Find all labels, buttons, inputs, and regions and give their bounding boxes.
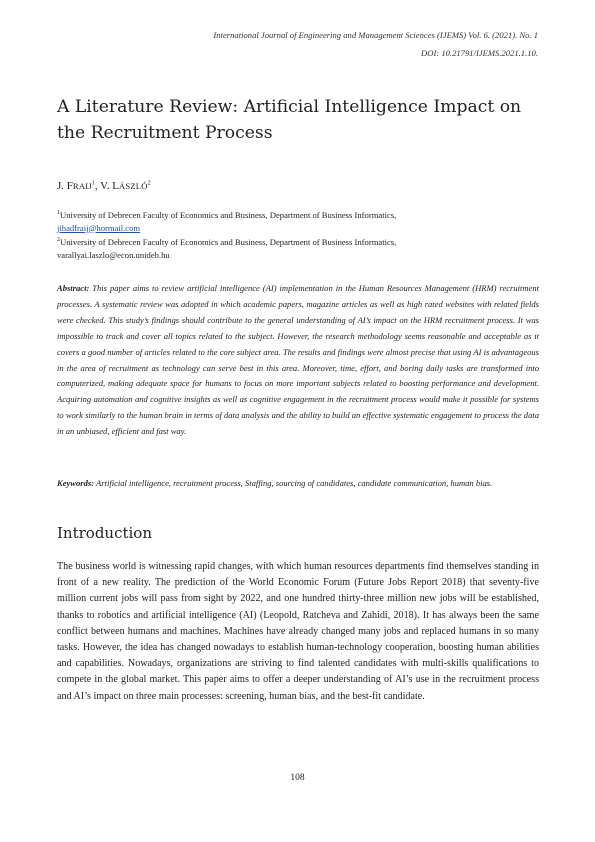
affiliation-2-mark: 2 <box>57 237 60 244</box>
keywords-label: Keywords: <box>57 478 95 488</box>
author-1-affiliation-mark: 1 <box>91 180 95 187</box>
affiliation-1-text: University of Debrecen Faculty of Economics and Business, Department of Business Informatics, <box>60 210 397 220</box>
keywords <box>57 476 539 491</box>
abstract-label: Abstract: <box>57 283 90 293</box>
affiliation-1 <box>57 209 537 234</box>
affiliation-1-mark: 1 <box>57 210 60 217</box>
page-number: 108 <box>290 773 305 783</box>
journal-header: International Journal of Engineering and Management Sciences (IJEMS) Vol. 6. (2021). No. 1 <box>213 30 538 40</box>
abstract <box>57 281 539 440</box>
affiliation-2-email: varallyai.laszlo@econ.unideb.hu <box>57 249 170 260</box>
author-2-surname: ÁSZLÓ <box>118 181 148 191</box>
author-1-surname: RAIJ <box>72 181 92 191</box>
affiliation-2-text: University of Debrecen Faculty of Economics and Business, Department of Business Informatics, <box>60 237 397 247</box>
author-1-initial: J. F <box>57 180 73 192</box>
author-line <box>57 180 151 192</box>
introduction-heading: Introduction <box>57 524 152 542</box>
doi-header: DOI: 10.21791/IJEMS.2021.1.10. <box>421 48 538 58</box>
affiliation-1-email-link[interactable]: jihadfraij@hormail.com <box>57 222 141 233</box>
author-2-initial: V. L <box>100 180 119 192</box>
paper-title: A Literature Review: Artificial Intelligence Impact on the Recruitment Process <box>57 97 522 143</box>
keywords-text: Artificial intelligence, recruitment process, Staffing, sourcing of candidates, candidate communication, human bias. <box>94 478 493 488</box>
author-2-affiliation-mark: 2 <box>147 180 151 187</box>
abstract-text: This paper aims to review artificial intelligence (AI) implementation in the Human Resources Management (HRM) recruitment processes. A systematic review was adopted in which academic papers, magazine articles as well as high rated websites with related fields were checked. This study’s findings should contribute to the general understanding of AI’s impact on the HRM recruitment process. It was impossible to track and cover all topics related to the subject. However, the research methodology seems reasonable and acceptable as it covers a good number of articles related to the core subject area. The results and findings were almost precise that using AI is advantageous in the area of recruitment as technology can serve best in this area. Moreover, time, effort, and boring daily tasks are transformed into computerized, making adequate space for humans to focus on more important subjects related to boosting performance and development. Acquiring automation and cognitive insights as well as cognitive engagement in the recruitment process would make it possible for systems to work similarly to the human brain in terms of data analysis and the ability to build an effective systematic engagement to process the data in an unbiased, efficient and fast way. <box>57 283 539 437</box>
introduction-paragraph: The business world is witnessing rapid changes, with which human resources departments find themselves standing in front of a new reality. The prediction of the World Economic Forum (Future Jobs Report 2018) that seventy-five million current jobs will pass from sight by 2022, and one hundred thirty-three million new jobs will be established, thanks to robotics and artificial intelligence (AI) (Leopold, Ratcheva and Zahidi, 2018). It has always been the same conflict between humans and machines. Machines have already changed many jobs and replaced humans in so many tasks. However, the idea has changed nowadays to establish human-technology cooperation, boosting human abilities and capabilities. Nowadays, organizations are striving to find talented candidates with multi-skills qualifications to compete in the global market. This paper aims to offer a deeper understanding of AI’s use in the recruitment process and AI’s impact on three main processes: screening, human bias, and the best-fit candidate. <box>57 561 539 702</box>
author-separator: , <box>94 180 101 192</box>
affiliation-2 <box>57 236 537 261</box>
